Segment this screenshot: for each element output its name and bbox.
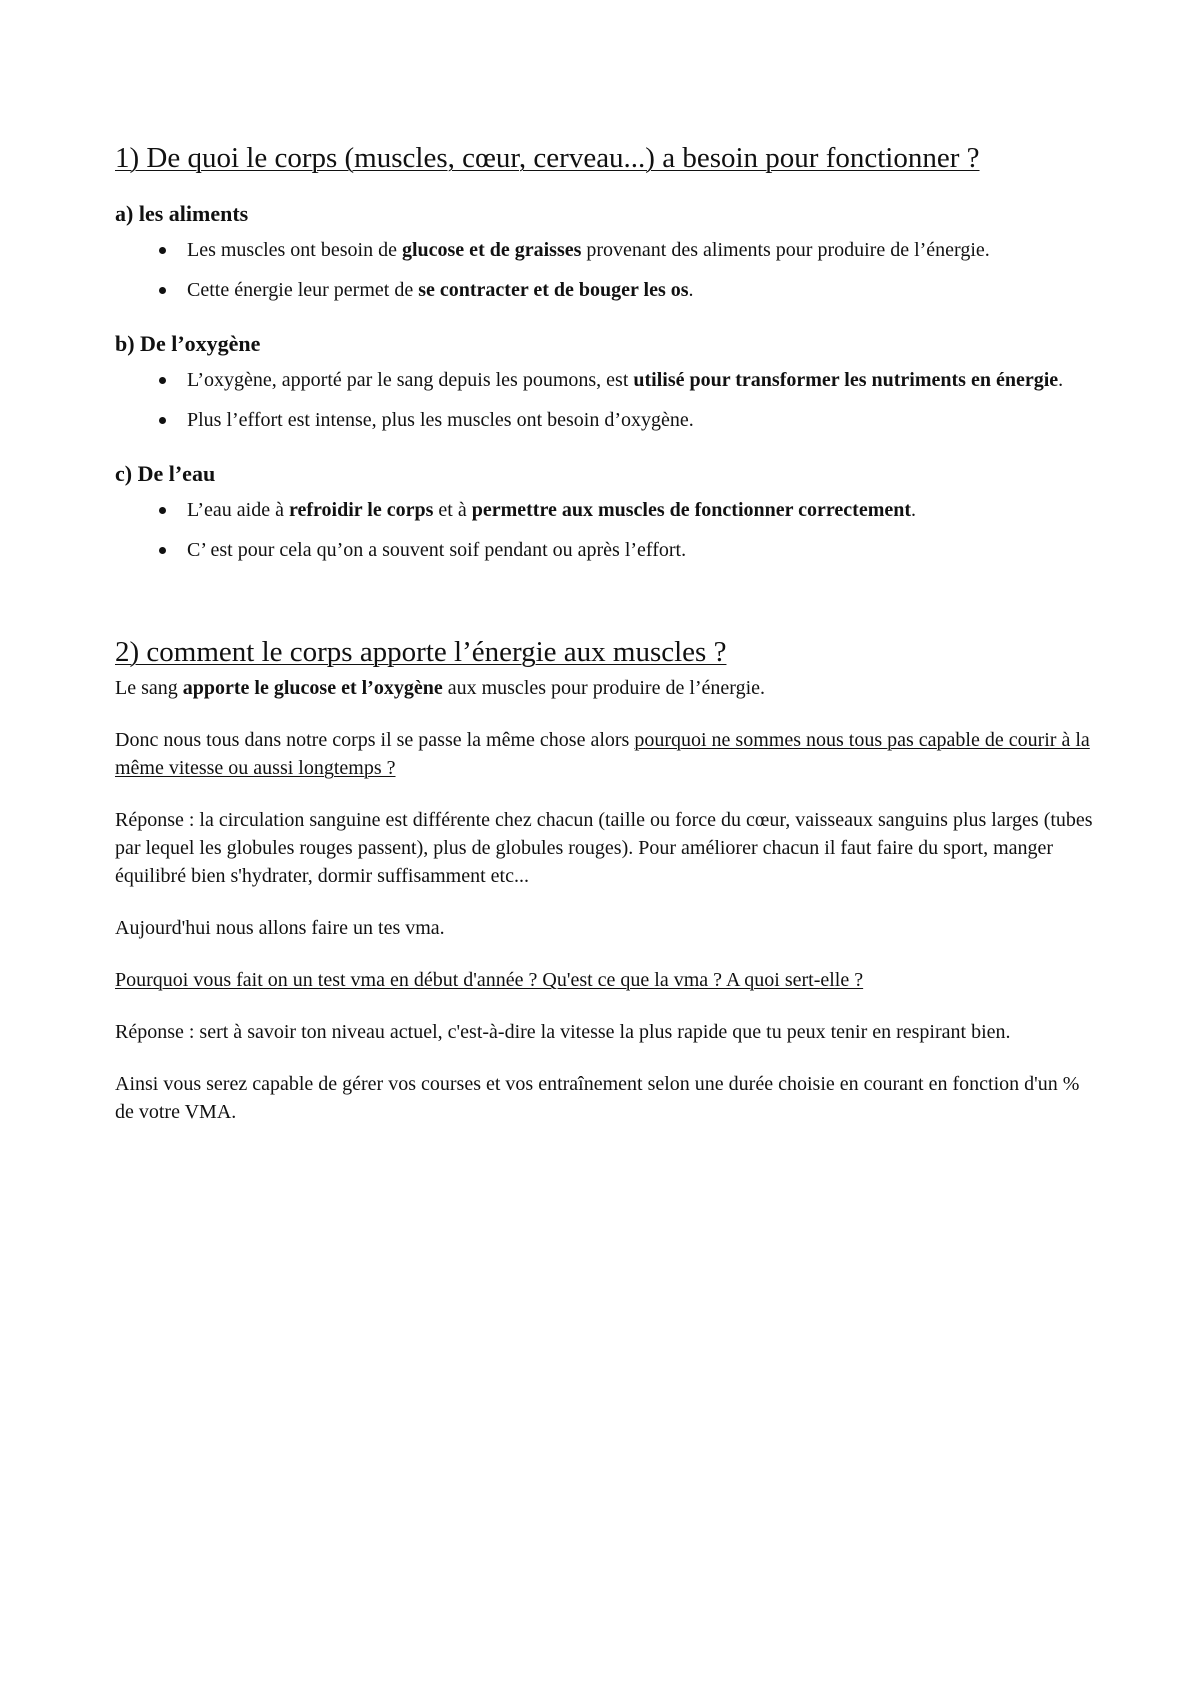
item-text: Plus l’effort est intense, plus les muscles ont besoin d’oxygène. [187, 409, 694, 431]
item-bold-text: refroidir le corps [288, 499, 434, 521]
item-bold-text: utilisé pour transformer les nutriments en énergie [633, 369, 1059, 391]
paragraph-text: Le sang [115, 677, 183, 699]
list-item [115, 366, 1100, 394]
list-item [115, 496, 1100, 524]
paragraph: Aujourd'hui nous allons faire un tes vma. [115, 917, 445, 939]
item-bold-text: se contracter et de bouger les os [418, 279, 689, 301]
item-text: Les muscles ont besoin de [187, 239, 402, 261]
subsection-a-list [115, 236, 1100, 304]
underlined-question: pourquoi ne sommes nous tous pas capable de courir à la même vitesse ou aussi longtemps ? [115, 729, 1090, 779]
underlined-question: Pourquoi vous fait on un test vma en début d'année ? Qu'est ce que la vma ? A quoi sert-elle ? [115, 969, 864, 991]
paragraph-text: Donc nous tous dans notre corps il se passe la même chose alors [115, 729, 635, 751]
subsection-b-heading: b) De l’oxygène [115, 331, 261, 356]
section-2-title: 2) comment le corps apporte l’énergie aux muscles ? [115, 636, 727, 668]
answer-paragraph: Réponse : la circulation sanguine est différente chez chacun (taille ou force du cœur, vaisseaux sanguins plus larges (tubes par lequel les globules rouges passent), plus de globules rouges). Pour améliorer chacun il faut faire du sport, manger équilibré bien s'hydrater, dormir suffisamment etc... [115, 809, 1093, 887]
paragraph-bold-text: apporte le glucose et l’oxygène [182, 677, 443, 699]
subsection-b-list [115, 366, 1100, 434]
item-text: provenant des aliments pour produire de l’énergie. [581, 239, 990, 261]
item-bold-text: glucose et de graisses [401, 239, 582, 261]
document-page [115, 140, 1100, 1126]
item-text: et à [433, 499, 472, 521]
bullet-icon [159, 377, 166, 384]
paragraph [115, 674, 1100, 702]
section-1-title: 1) De quoi le corps (muscles, cœur, cerveau...) a besoin pour fonctionner ? [115, 142, 980, 174]
item-text: . [688, 279, 694, 301]
item-text: . [1058, 369, 1064, 391]
list-item [115, 276, 1100, 304]
subsection-c-heading: c) De l’eau [115, 461, 216, 486]
subsection-a-heading: a) les aliments [115, 201, 249, 226]
answer-paragraph: Réponse : sert à savoir ton niveau actuel, c'est-à-dire la vitesse la plus rapide que tu peux tenir en respirant bien. [115, 1021, 1011, 1043]
paragraph-text: aux muscles pour produire de l’énergie. [442, 677, 766, 699]
bullet-icon [159, 547, 166, 554]
item-text: C’ est pour cela qu’on a souvent soif pendant ou après l’effort. [187, 539, 687, 561]
item-bold-text: permettre aux muscles de fonctionner correctement [471, 499, 912, 521]
item-text: Cette énergie leur permet de [187, 279, 419, 301]
paragraph [115, 726, 1100, 782]
list-item [115, 406, 1100, 434]
item-text: L’oxygène, apporté par le sang depuis les poumons, est [187, 369, 634, 391]
bullet-icon [159, 287, 166, 294]
paragraph: Ainsi vous serez capable de gérer vos courses et vos entraînement selon une durée choisie en courant en fonction d'un % de votre VMA. [115, 1073, 1080, 1123]
list-item [115, 236, 1100, 264]
list-item [115, 536, 1100, 564]
item-text: . [911, 499, 917, 521]
item-text: L’eau aide à [187, 499, 289, 521]
bullet-icon [159, 247, 166, 254]
bullet-icon [159, 507, 166, 514]
bullet-icon [159, 417, 166, 424]
subsection-c-list [115, 496, 1100, 564]
